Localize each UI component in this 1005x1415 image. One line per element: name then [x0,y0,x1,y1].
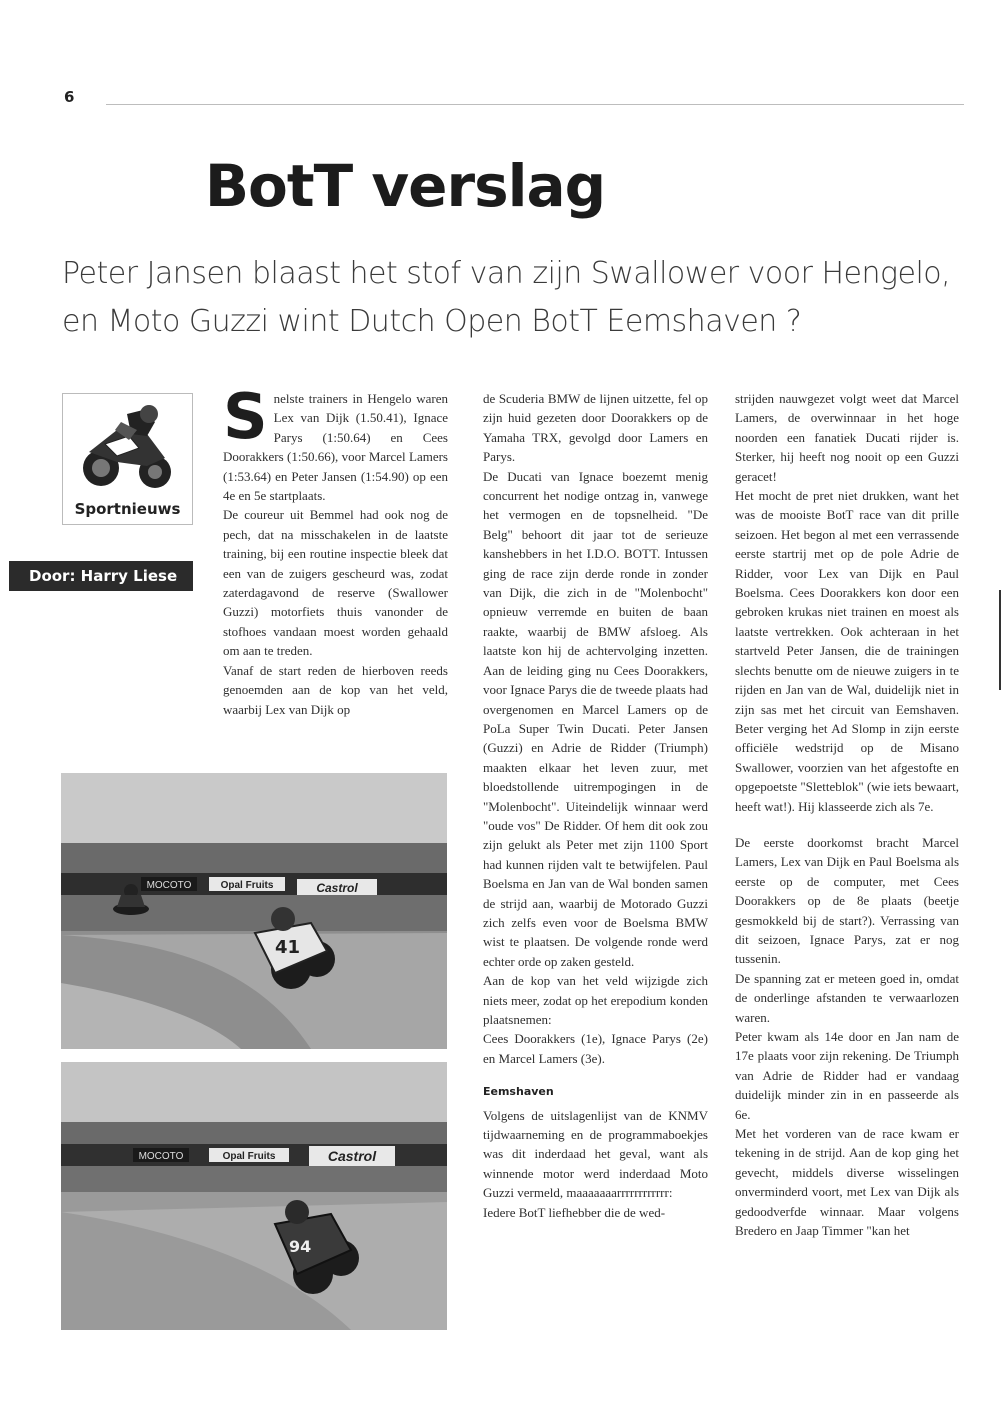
edge-mark [999,590,1001,690]
article-column-3 [735,389,959,1240]
page-title: BotT verslag [204,152,606,220]
paragraph: De eerste doorkomst bracht Marcel Lamers, Lex van Dijk en Paul Boelsma als eerste op de computer, met Cees Doorakkers op de 8e plaats (beetje gesmokkeld bij de start?). Verrassing van dit seizoen, Ignace Parys, zat er nog tussenin. [735,834,959,967]
banner-text: Castrol [327,1148,377,1164]
motorcycle-rider-icon [77,400,177,495]
banner-text: Opal Fruits [222,1151,276,1162]
paragraph: nelste trainers in Hengelo waren Lex van Dijk (1.50.41), Ignace Parys (1:50.64) en Cees Doorakkers (1:50.66), voor Marcel Lamers (1:53.64) en Peter Jansen (1:54.90) op een 4e en 5e startplaats. [223,391,448,504]
paragraph: Iedere BotT liefhebber die de wed- [483,1204,666,1220]
race-photo-2 [61,1062,447,1330]
paragraph: De coureur uit Bemmel had ook nog de pech, dat na misschakelen in de laatste training, bij een routine inspectie bleek dat een van de zuigers gescheurd was, zodat zaterdagavond de reserve (Swallower Guzzi) motorfiets thuis vanonder de stofhoes vandaan moest worden gehaald om aan te treden. [223,507,448,659]
section-label: Sportnieuws [74,500,181,518]
banner-text: MOCOTO [146,880,192,891]
paragraph: Met het vorderen van de race kwam er tekening in de strijd. Aan de kop ging het gevecht, middels diverse wisselingen onverminderd voort, met Lex van Dijk als gedoodverfde winnaar. Maar volgens Bredero en Jaap Timmer "kan het [735,1126,959,1239]
paragraph: Vanaf de start reden de hierboven reeds genoemden aan de kop van het veld, waarbij Lex van Dijk op [223,662,448,717]
top-rule [106,104,964,105]
banner-text: Castrol [316,881,358,895]
paragraph: Cees Doorakkers (1e), Ignace Parys (2e) en Marcel Lamers (3e). [483,1031,708,1066]
paragraph: Aan de kop van het veld wijzigde zich niets meer, zodat op het erepodium konden plaatsnemen: [483,973,708,1027]
paragraph: Peter kwam als 14e door en Jan nam de 17e plaats voor zijn rekening. De Triumph van Adrie de Ridder had er vandaag duidelijk minder zin in en passeerde als 6e. [735,1029,959,1122]
paragraph: De spanning zat er meteen goed in, omdat de onderlinge afstanden te verwaarlozen waren. [735,970,959,1025]
race-number: 41 [275,937,301,958]
article-column-2 [483,389,708,1222]
banner-text: Opal Fruits [220,880,274,891]
banner-text: MOCOTO [138,1151,184,1162]
paragraph: De Ducati van Ignace boezemt menig concurrent het nodige ontzag in, vanwege het vermogen en de topsnelheid. "De Belg" behoort dit jaar tot de serieuze kanshebbers in het I.D.O. BOTT. Intussen ging de race zijn derde ronde in zonder van Dijk, die zich in de "Molenbocht" opnieuw verremde en buiten de baan raakte, waarbij de BMW afsloeg. Als laatste kon hij de achtervolging inzetten. Aan de leiding ging nu Cees Doorakkers, voor Ignace Parys die de tweede plaats had overgenomen en Marcel Lamers op de PoLa Super Twin Ducati. Peter Jansen (Guzzi) en Adrie de Ridder (Triumph) maakten elkaar het leven zuur, met bloedstollende uitrempogingen in de "Molenbocht". Uiteindelijk winnaar werd "oude vos" De Ridder. Of hem dit ook zou zijn gelukt als Peter met zijn 1100 Sport had kunnen rijden valt te betwijfelen. Paul Boelsma en Jan van de Wal bonden samen de strijd aan, waarbij de Motorado Guzzi zich zelfs even voor de Boelsma BMW wist te plaatsen. De volgende ronde werd echter orde op zaken gesteld. [483,468,708,969]
page-number: 6 [64,88,75,106]
paragraph: Het mocht de pret niet drukken, want het was de mooiste BotT race van dit prille seizoen. Het begon al met een verrassende eerste startrij met op de pole Adrie de Ridder, voor Lex van Dijk en Paul Boelsma. Cees Doorakkers kon door een gebroken krukas niet trainen en moest als laatste vertrekken. Ook achteraan in het startveld Peter Jansen, die de trainingen slechts benutte om de nieuwe zuigers in te rijden en Jan van de Wal, duidelijk niet in zijn sas met het circuit van Eemshaven. Beter verging het Ad Slomp in zijn eerste officiële wedstrijd op de Misano Swallower, voorzien van het afgestofte en opgepoetste "Sletteblok" (wie iets bewaart, heeft wat!). Hij klasseerde zich als 7e. [735,488,959,814]
section-subhead: Eemshaven [483,1085,554,1099]
race-photo-1 [61,773,447,1049]
author-bar: Door: Harry Liese [9,561,193,591]
page-subtitle: Peter Jansen blaast het stof van zijn Swallower voor Hengelo, en Moto Guzzi wint Dutch Open BotT Eemshaven ? [62,256,951,339]
paragraph: de Scuderia BMW de lijnen uitzette, fel op zijn huid gezeten door Doorakkers op de Yamaha TRX, gevolgd door Lamers en Parys. [483,391,708,465]
race-number: 94 [289,1237,312,1256]
drop-cap: S [223,380,268,453]
sportnieuws-logo [62,393,193,525]
article-column-1 [223,380,448,719]
paragraph: strijden nauwgezet volgt weet dat Marcel Lamers, de overwinnaar in het hoge noorden een fanatiek Ducati rijder is. Sterker, hij heeft nog nooit op een Guzzi geracet! [735,391,959,484]
paragraph: Volgens de uitslagenlijst van de KNMV tijdwaarneming en de programmaboekjes was dit inderdaad het geval, want als winnende motor werd inderdaad Moto Guzzi vermeld, maaaaaaarrrrrrrrrrrr: [483,1107,708,1201]
